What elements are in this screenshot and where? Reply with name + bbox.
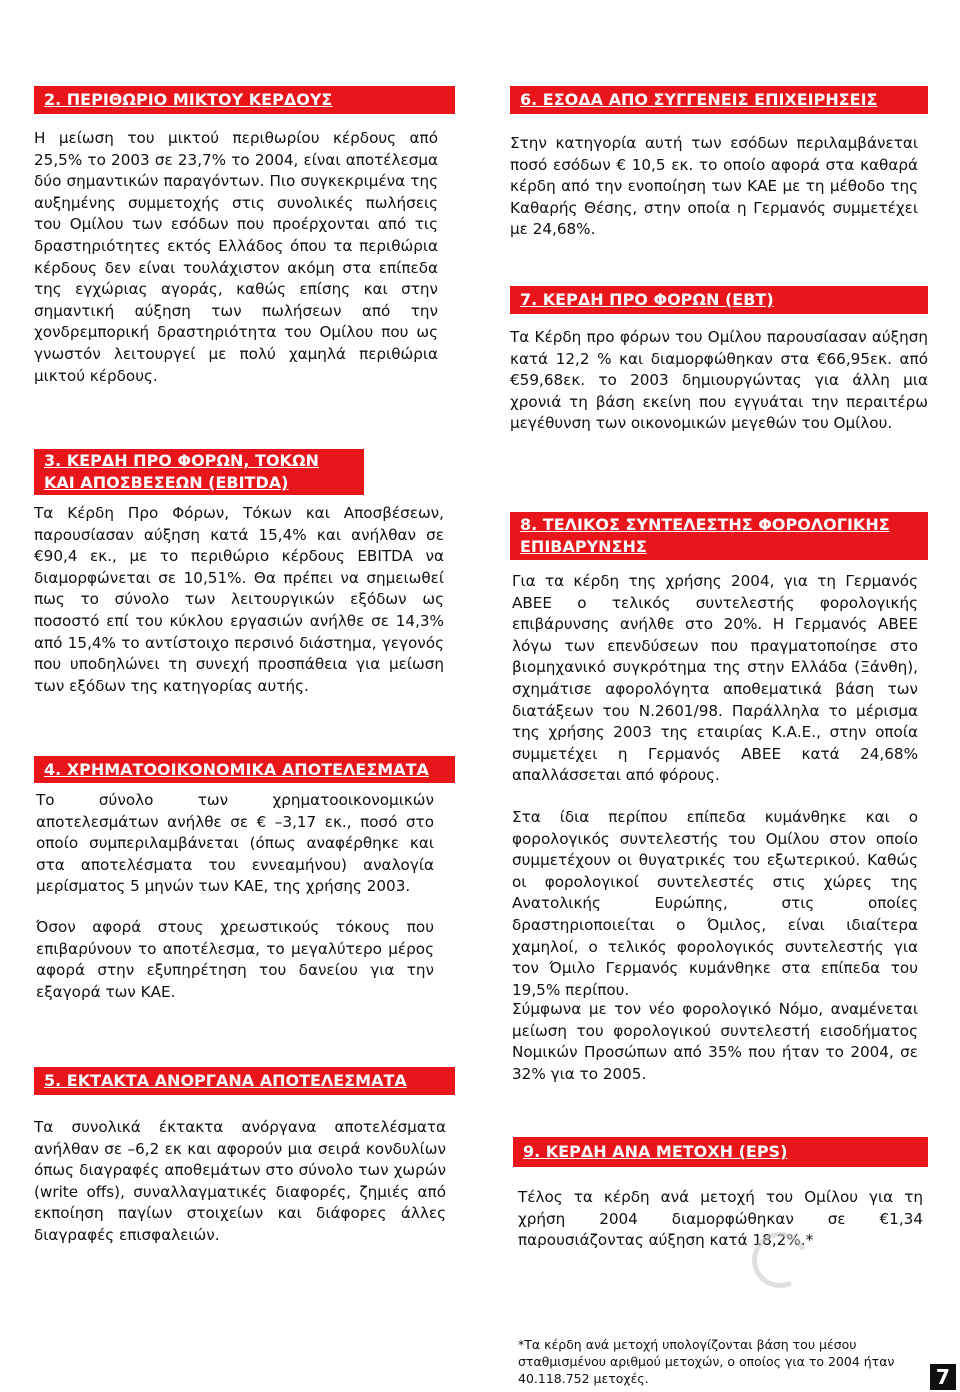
section-4-text-2: Όσον αφορά στους χρεωστικούς τόκους που επιβαρύνουν το αποτέλεσμα, το μεγαλύτερο μέρος αφορά στην εξυπηρέτηση του δανείου για την εξαγορά των ΚΑΕ. — [36, 918, 434, 1001]
section-6-text: Στην κατηγορία αυτή των εσόδων περιλαμβάνεται ποσό εσόδων € 10,5 εκ. το οποίο αφορά στα καθαρά κέρδη από την ενοποίηση των ΚΑΕ με τη μέθοδο της Καθαρής Θέσης, στην οποία η Γερμανός συμμετέχει με 24,68%. — [510, 134, 918, 239]
section-8-text-1: Για τα κέρδη της χρήσης 2004, για τη Γερμανός ΑΒΕΕ ο τελικός συντελεστής φορολογικής επιβάρυνσης ανήλθε στο 20%. Η Γερμανός ΑΒΕΕ λόγω των επενδύσεων που πραγματοποίησε στο βιομηχανικό συγκρότημα της στην Ελλάδα (Ξάνθη), σχημάτισε αφορολόγητα αποθεματικά βάση των διατάξεων του Ν.2601/98. Παράλληλα το μέρισμα της χρήσης 2003 της εταιρίας Κ.Α.Ε., στην οποία συμμετέχει η Γερμανός ΑΒΕΕ κατά 24,68% απαλλάσσεται από φόρους. — [512, 572, 918, 785]
section-3-title: 3. ΚΕΡΔΗ ΠΡΟ ΦΟΡΩΝ, ΤΟΚΩΝ ΚΑΙ ΑΠΟΣΒΕΣΕΩΝ (EBITDA) — [34, 449, 364, 495]
section-5-title: 5. ΕΚΤΑΚΤΑ ΑΝΟΡΓΑΝΑ ΑΠΟΤΕΛΕΣΜΑΤΑ — [34, 1067, 455, 1095]
section-8-text-3: Σύμφωνα με τον νέο φορολογικό Νόμο, αναμένεται μείωση του φορολογικού συντελεστή εισοδήματος Νομικών Προσώπων από 35% που ήταν το 2004, σε 32% για το 2005. — [512, 1000, 918, 1083]
section-4-text-1: Το σύνολο των χρηματοοικονομικών αποτελεσμάτων ανήλθε σε € –3,17 εκ., ποσό στο οποίο συμπεριλαμβάνεται (όπως αναφέρθηκε και στα αποτελέσματα του εννεαμήνου) αναλογία μερίσματος 5 μηνών των ΚΑΕ, της χρήσης 2003. — [36, 791, 434, 896]
section-2-title: 2. ΠΕΡΙΘΩΡΙΟ ΜΙΚΤΟΥ ΚΕΡΔΟΥΣ — [34, 86, 455, 114]
section-7-title: 7. ΚΕΡΔΗ ΠΡΟ ΦΟΡΩΝ (EBT) — [510, 286, 928, 314]
section-6-title: 6. ΕΣΟΔΑ ΑΠΟ ΣΥΓΓΕΝΕΙΣ ΕΠΙΧΕΙΡΗΣΕΙΣ — [510, 86, 928, 114]
section-7-text: Τα Κέρδη προ φόρων του Ομίλου παρουσίασαν αύξηση κατά 12,2 % και διαμορφώθηκαν στα €66,95εκ. από €59,68εκ. το 2003 δημιουργώντας για άλλη μια χρονιά τη βάση εκείνη που εγγυάται την περαιτέρω μεγέθυνση των οικονομικών μεγεθών του Ομίλου. — [510, 328, 928, 433]
section-5-text: Τα συνολικά έκτακτα ανόργανα αποτελέσματα ανήλθαν σε –6,2 εκ και αφορούν μια σειρά κονδυλίων όπως διαγραφές αποθεμάτων στο σύνολο των χωρών (write offs), συναλλαγματικές διαφορές, ζημιές από εκποίηση παγίων στοιχείων και διάφορες άλλες διαγραφές επισφαλειών. — [34, 1118, 446, 1244]
page-number: 7 — [930, 1364, 956, 1390]
section-8-text-2: Στα ίδια περίπου επίπεδα κυμάνθηκε και ο φορολογικός συντελεστής του Ομίλου στον οποίο συμμετέχουν οι θυγατρικές του εξωτερικού. Καθώς οι φορολογικοί συντελεστές στις χώρες της Ανατολικής Ευρώπης, στις οποίες δραστηριοποιείται ο Όμιλος, είναι ιδιαίτερα χαμηλοί, ο τελικός φορολογικός συντελεστής για τον Όμιλο Γερμανός κυμάνθηκε στα επίπεδα του 19,5% περίπου. — [512, 808, 918, 999]
section-3-text: Τα Κέρδη Προ Φόρων, Τόκων και Αποσβέσεων, παρουσίασαν αύξηση κατά 15,4% και ανήλθαν σε €90,4 εκ., με το περιθώριο κέρδους EBITDA να διαμορφώνεται σε 10,51%. Θα πρέπει να σημειωθεί πως το σύνολο των λειτουργικών εξόδων ως ποσοστό επί του κύκλου εργασιών ανήλθε σε 14,3% από 15,4% το αντίστοιχο περσινό διάστημα, γεγονός που υποδηλώνει τη συνεχή προσπάθεια για μείωση των εξόδων της κατηγορίας αυτής. — [34, 504, 444, 695]
section-8-title: 8. ΤΕΛΙΚΟΣ ΣΥΝΤΕΛΕΣΤΗΣ ΦΟΡΟΛΟΓΙΚΗΣ ΕΠΙΒΑΡΥΝΣΗΣ — [510, 512, 928, 560]
section-2-text: Η μείωση του μικτού περιθωρίου κέρδους από 25,5% το 2003 σε 23,7% το 2004, είναι αποτέλεσμα δύο σημαντικών παραγόντων. Πιο συγκεκριμένα της αυξημένης συμμετοχής στις συνολικές πωλήσεις του Ομίλου των εσόδων που προέρχονται από τις δραστηριότητες εκτός Ελλάδος όπου τα περιθώρια κέρδους δεν είναι τουλάχιστον ακόμη στα επίπεδα της εγχώριας αγοράς, καθώς επίσης και στην σημαντική αύξηση των πωλήσεων από την χονδρεμπορική δραστηριότητα του Ομίλου που ως γνωστόν λειτουργεί με πολύ χαμηλά περιθώρια μικτού κέρδους. — [34, 129, 438, 385]
section-9-text: Τέλος τα κέρδη ανά μετοχή του Ομίλου για τη χρήση 2004 διαμορφώθηκαν σε €1,34 παρουσιάζοντας αύξηση κατά 18,2%.* — [518, 1188, 923, 1250]
section-4-title: 4. ΧΡΗΜΑΤΟΟΙΚΟΝΟΜΙΚΑ ΑΠΟΤΕΛΕΣΜΑΤΑ — [34, 756, 455, 783]
section-9-title: 9. ΚΕΡΔΗ ΑΝΑ ΜΕΤΟΧΗ (EPS) — [513, 1137, 928, 1167]
footnote: *Τα κέρδη ανά μετοχή υπολογίζονται βάση του μέσου σταθμισμένου αριθμού μετοχών, ο οποίος για το 2004 ήταν 40.118.752 μετοχές. — [518, 1337, 895, 1386]
